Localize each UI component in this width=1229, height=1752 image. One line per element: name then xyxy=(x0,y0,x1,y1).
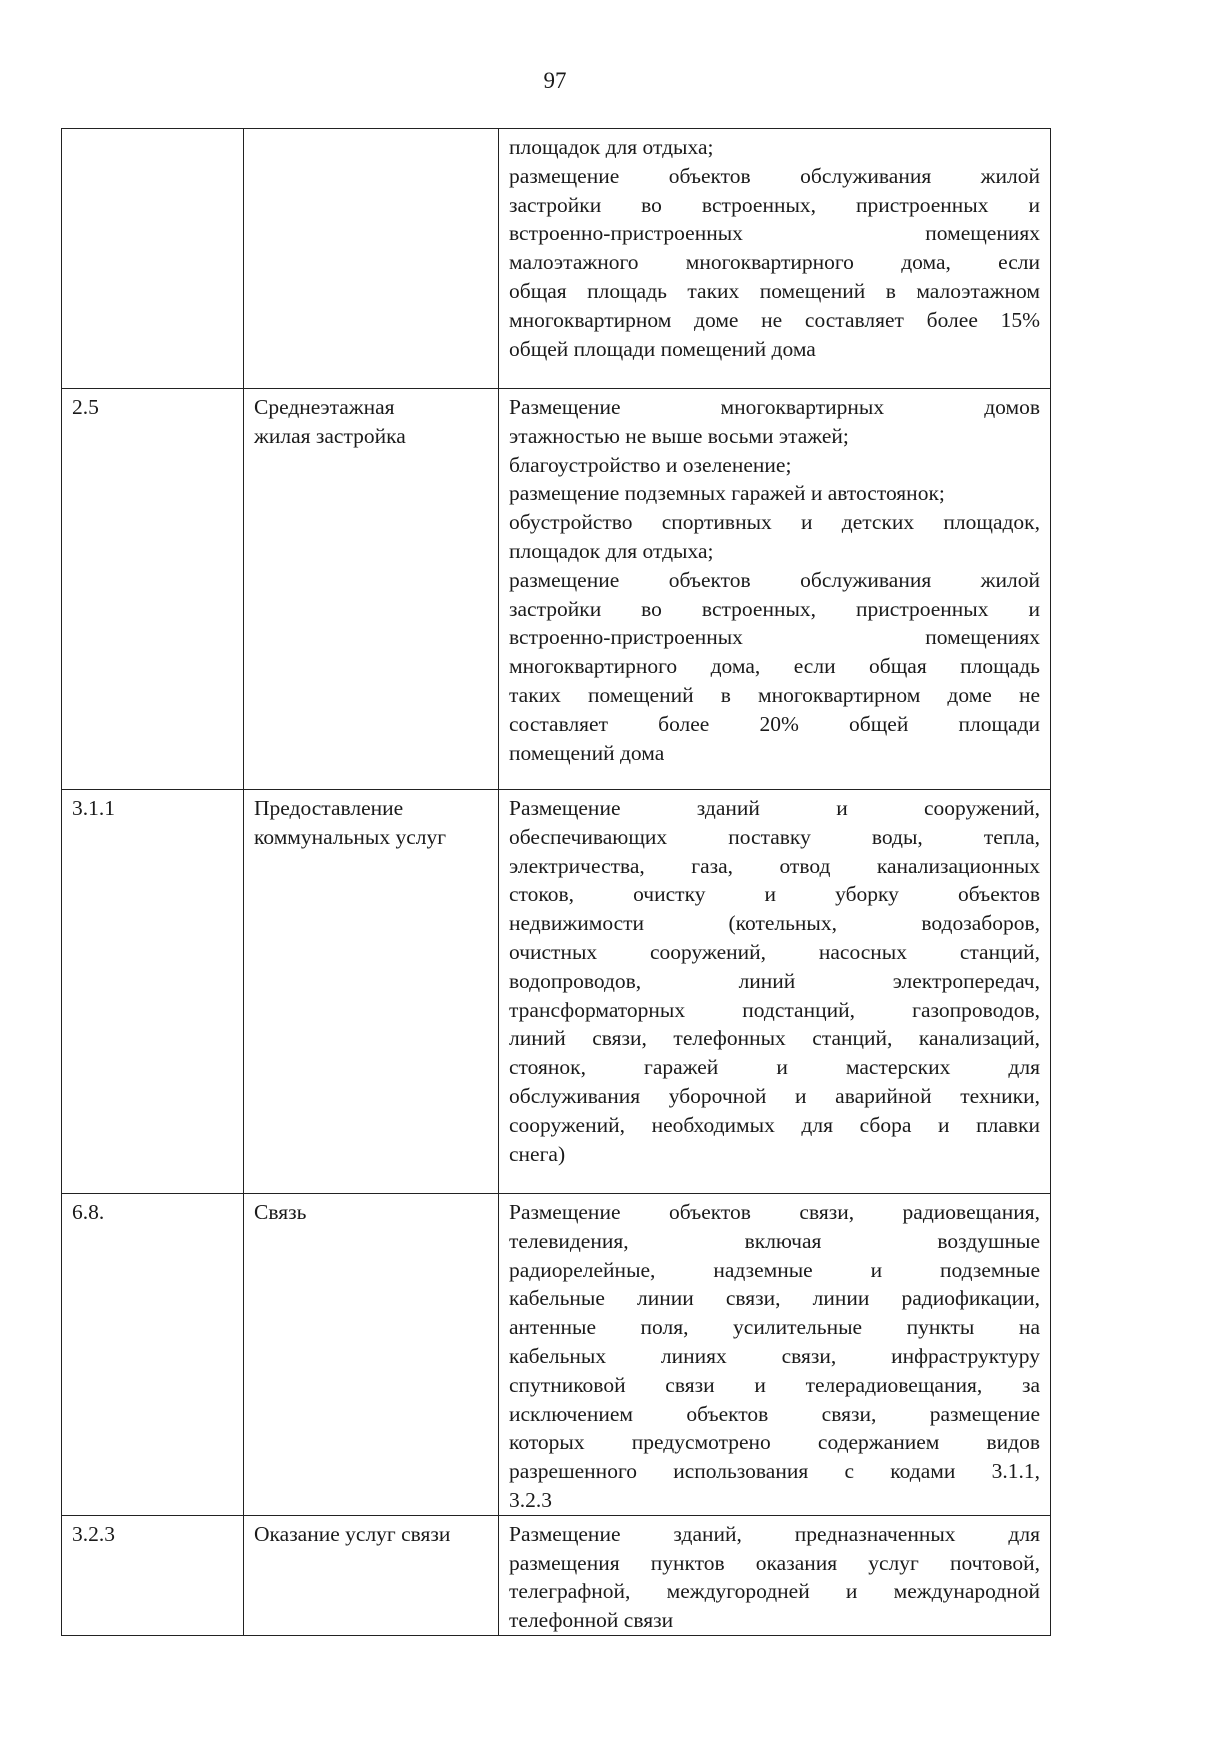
description-line: кабельные линии связи, линии радиофикации, xyxy=(509,1286,1040,1311)
description-line: антенные поля, усилительные пункты на xyxy=(509,1315,1040,1340)
name-line: Оказание услуг связи xyxy=(254,1521,451,1546)
description-line: застройки во встроенных, пристроенных и xyxy=(509,596,1040,621)
description-line: общей площади помещений дома xyxy=(509,336,816,361)
table-row xyxy=(62,1515,1051,1635)
description-line: размещение объектов обслуживания жилой xyxy=(509,567,1040,592)
page-number: 97 xyxy=(543,68,567,93)
description-line: радиорелейные, надземные и подземные xyxy=(509,1257,1040,1282)
table-body xyxy=(62,129,1051,1636)
name-line: Связь xyxy=(254,1200,307,1224)
description-line: многоквартирном доме не составляет более 15% xyxy=(509,307,1040,332)
name-line: жилая застройка xyxy=(254,423,406,448)
description-line: обустройство спортивных и детских площадок, xyxy=(509,510,1040,535)
description-line: спутниковой связи и телерадиовещания, за xyxy=(509,1372,1040,1397)
name-cell xyxy=(244,129,499,389)
description-line: Размещение зданий, предназначенных для xyxy=(509,1521,1040,1546)
name-line: Среднеэтажная xyxy=(254,395,395,419)
name-cell xyxy=(244,1194,499,1516)
description-line: линий связи, телефонных станций, канализаций, xyxy=(509,1026,1040,1051)
description-line: сооружений, необходимых для сбора и плавки xyxy=(509,1112,1040,1137)
description-line: благоустройство и озеленение; xyxy=(509,452,792,477)
description-line: недвижимости (котельных, водозаборов, xyxy=(509,911,1040,936)
description-line: малоэтажного многоквартирного дома, если xyxy=(509,250,1040,275)
description-cell xyxy=(499,790,1051,1194)
code-cell: 3.2.3 xyxy=(62,1515,244,1635)
description-line: очистных сооружений, насосных станций, xyxy=(509,939,1040,964)
name-cell xyxy=(244,389,499,790)
code-cell xyxy=(62,129,244,389)
description-line: площадок для отдыха; xyxy=(509,135,714,159)
description-line: 3.2.3 xyxy=(509,1487,552,1512)
description-line: которых предусмотрено содержанием видов xyxy=(509,1430,1040,1455)
description-line: общая площадь таких помещений в малоэтажном xyxy=(509,278,1040,303)
description-line: разрешенного использования с кодами 3.1.1, xyxy=(509,1459,1040,1484)
description-line: обслуживания уборочной и аварийной техники, xyxy=(509,1083,1040,1108)
description-line: помещений дома xyxy=(509,740,665,765)
description-cell xyxy=(499,1515,1051,1635)
description-line: Размещение объектов связи, радиовещания, xyxy=(509,1200,1040,1224)
description-cell xyxy=(499,129,1051,389)
code-cell: 3.1.1 xyxy=(62,790,244,1194)
description-line: таких помещений в многоквартирном доме не xyxy=(509,682,1040,707)
description-line: встроенно-пристроенных помещениях xyxy=(509,625,1040,650)
table-row xyxy=(62,389,1051,790)
description-line: телефонной связи xyxy=(509,1608,674,1633)
description-line: стоянок, гаражей и мастерских для xyxy=(509,1055,1040,1080)
description-line: размещение подземных гаражей и автостоянок; xyxy=(509,481,945,506)
description-line: встроенно-пристроенных помещениях xyxy=(509,221,1040,246)
description-line: электричества, газа, отвод канализационных xyxy=(509,853,1040,878)
name-cell xyxy=(244,1515,499,1635)
table-row xyxy=(62,129,1051,389)
name-line: коммунальных услуг xyxy=(254,824,447,849)
description-line: телеграфной, междугородней и международной xyxy=(509,1579,1040,1604)
description-line: размещение объектов обслуживания жилой xyxy=(509,163,1040,188)
description-line: трансформаторных подстанций, газопроводов, xyxy=(509,997,1040,1022)
description-cell xyxy=(499,1194,1051,1516)
description-line: Размещение многоквартирных домов xyxy=(509,395,1040,419)
description-line: площадок для отдыха; xyxy=(509,538,714,563)
name-cell xyxy=(244,790,499,1194)
description-line: застройки во встроенных, пристроенных и xyxy=(509,192,1040,217)
description-line: обеспечивающих поставку воды, тепла, xyxy=(509,824,1040,849)
description-line: стоков, очистку и уборку объектов xyxy=(509,882,1040,907)
description-line: многоквартирного дома, если общая площадь xyxy=(509,654,1040,679)
description-line: размещения пунктов оказания услуг почтовой, xyxy=(509,1550,1040,1575)
code-cell: 2.5 xyxy=(62,389,244,790)
description-line: составляет более 20% общей площади xyxy=(509,711,1040,736)
description-line: телевидения, включая воздушные xyxy=(509,1228,1040,1253)
description-line: водопроводов, линий электропередач, xyxy=(509,968,1040,993)
description-line: исключением объектов связи, размещение xyxy=(509,1401,1040,1426)
code-cell: 6.8. xyxy=(62,1194,244,1516)
description-cell xyxy=(499,389,1051,790)
description-line: Размещение зданий и сооружений, xyxy=(509,796,1040,820)
description-line: этажностью не выше восьми этажей; xyxy=(509,423,849,448)
name-line: Предоставление xyxy=(254,796,404,820)
description-line: кабельных линиях связи, инфраструктуру xyxy=(509,1343,1040,1368)
table-row xyxy=(62,790,1051,1194)
land-use-table xyxy=(61,128,1051,1636)
table-row xyxy=(62,1194,1051,1516)
description-line: снега) xyxy=(509,1141,566,1166)
